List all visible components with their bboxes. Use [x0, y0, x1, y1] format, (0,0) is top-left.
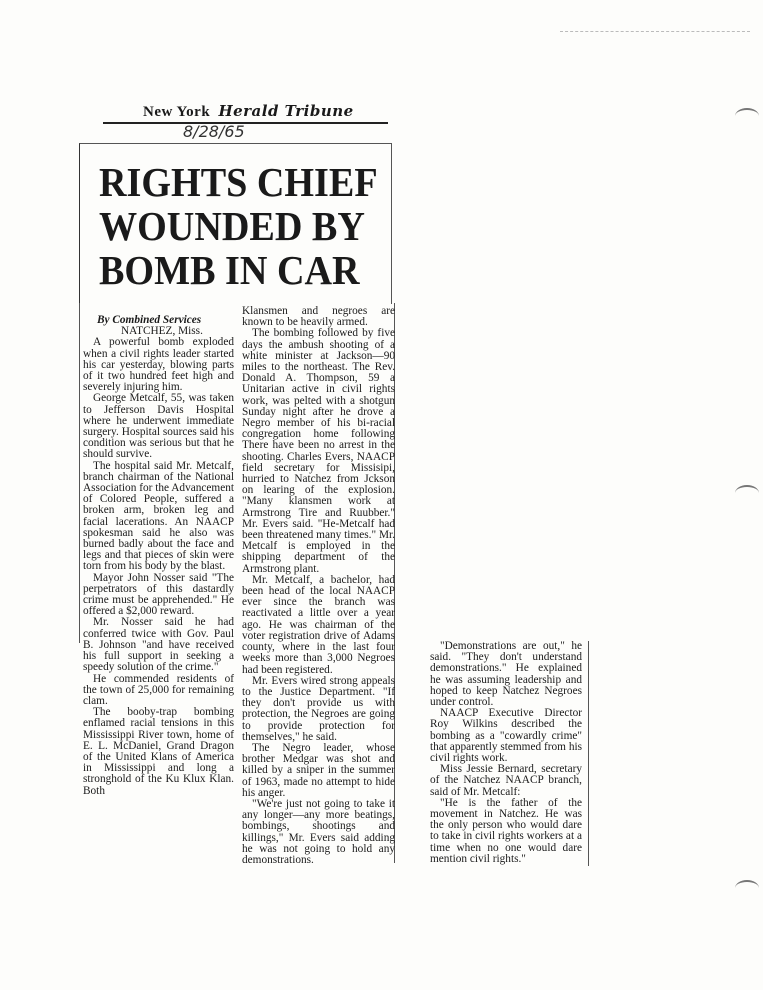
newspaper-masthead	[143, 102, 383, 121]
dateline: NATCHEZ, Miss.	[121, 325, 203, 338]
column-rule	[588, 641, 589, 866]
scan-edge-mark	[560, 31, 750, 32]
headline-line-1: RIGHTS CHIEF	[99, 159, 378, 205]
column-rule	[79, 303, 80, 643]
masthead-rule	[103, 122, 388, 124]
article-column-3	[430, 641, 582, 865]
paragraph: Mr. Evers wired strong appeals to the Justice Department. "If they don't provide us with protection, the Negroes are going to provide protection for themselves," he said.	[242, 674, 395, 743]
paragraph: Mayor John Nosser said "The perpetrators of this dastardly crime must be apprehended." He offered a $2,000 reward.	[83, 571, 234, 618]
paragraph: Mr. Nosser said he had conferred twice with Gov. Paul B. Johnson "and have received his full support in seeking a speedy solution of the crime."	[83, 616, 234, 674]
paragraph: The booby-trap bombing enflamed racial tensions in this Mississippi River town, home of E. L. McDaniel, Grand Dragon of the United Klans of America in Mississippi and long a stronghold of the Ku Klux Klan. Both	[83, 706, 234, 797]
scan-margin-mark	[735, 485, 759, 501]
paragraph: The Negro leader, whose brother Medgar was shot and killed by a sniper in the summer of 1963, made no attempt to hide his anger.	[242, 741, 395, 799]
paragraph: "We're just not going to take it any longer—any more beatings, bombings, shootings and killings," Mr. Evers said adding he was not going to hold any demonstrations.	[242, 797, 395, 866]
paragraph: NAACP Executive Director Roy Wilkins described the bombing as a "cowardly crime" that apparently stemmed from his civil rights work.	[430, 707, 582, 765]
paragraph: A powerful bomb exploded when a civil rights leader started his car yesterday, blowing parts of it two hundred feet high and severely injuring him.	[83, 336, 234, 394]
article-column-1	[83, 315, 234, 797]
scan-margin-mark	[735, 880, 759, 896]
masthead-name: Herald Tribune	[218, 102, 354, 120]
paragraph: He commended residents of the town of 25,000 for remaining clam.	[83, 672, 234, 707]
paragraph: The hospital said Mr. Metcalf, branch chairman of the National Association for the Advancement of Colored People, suffered a broken arm, broken leg and facial lacerations. An NAACP spokesman said he also was burned badly about the face and legs and that pieces of skin were torn from his body by the blast.	[83, 459, 234, 573]
handwritten-date: 8/28/65	[183, 122, 245, 141]
headline-line-3: BOMB IN CAR	[99, 247, 360, 293]
paragraph: Mr. Metcalf, a bachelor, had been head of the local NAACP ever since the branch was reactivated a little over a year ago. He was chairman of the voter registration drive of Adams county, where in the last four weeks more than 3,000 Negroes had been registered.	[242, 573, 395, 676]
headline-line-2: WOUNDED BY	[99, 203, 365, 249]
article-column-2	[242, 306, 395, 866]
paragraph: Miss Jessie Bernard, secretary of the Natchez NAACP branch, said of Mr. Metcalf:	[430, 763, 582, 798]
paragraph: Klansmen and negroes are known to be heavily armed.	[242, 305, 395, 329]
headline	[99, 159, 378, 293]
paragraph: "Demonstrations are out," he said. "They don't understand demonstrations." He explained he was assuming leadership and hoped to keep Natchez Negroes under control.	[430, 640, 582, 709]
paragraph: The bombing followed by five days the ambush shooting of a white minister at Jackson—90 miles to the northeast. The Rev. Donald A. Thompson, 59 a Unitarian active in civil rights work, was pelted with a shotgun Sunday night after he drove a Negro member of his bi-racial congregation home following There have been no arrest in the shooting. Charles Evers, NAACP field secretary for Missisipi, hurried to Natchez from Jckson on learing of the explosion. "Many klansmen work at Armstrong Tire and Ruubber." Mr. Evers said. "He-Metcalf had been threatened many times." Mr. Metcalf is employed in the shipping department of the Armstrong plant.	[242, 327, 395, 575]
paragraph: George Metcalf, 55, was taken to Jefferson Davis Hospital where he underwent immediate surgery. Hospital sources said his condition was serious but that he should survive.	[83, 392, 234, 461]
byline: By Combined Services	[97, 314, 202, 326]
scan-margin-mark	[735, 108, 759, 124]
paragraph: "He is the father of the movement in Natchez. He was the only person who would dare to take in civil rights workers at a time when no one would dare mention civil rights."	[430, 796, 582, 865]
masthead-city: New York	[143, 104, 211, 120]
